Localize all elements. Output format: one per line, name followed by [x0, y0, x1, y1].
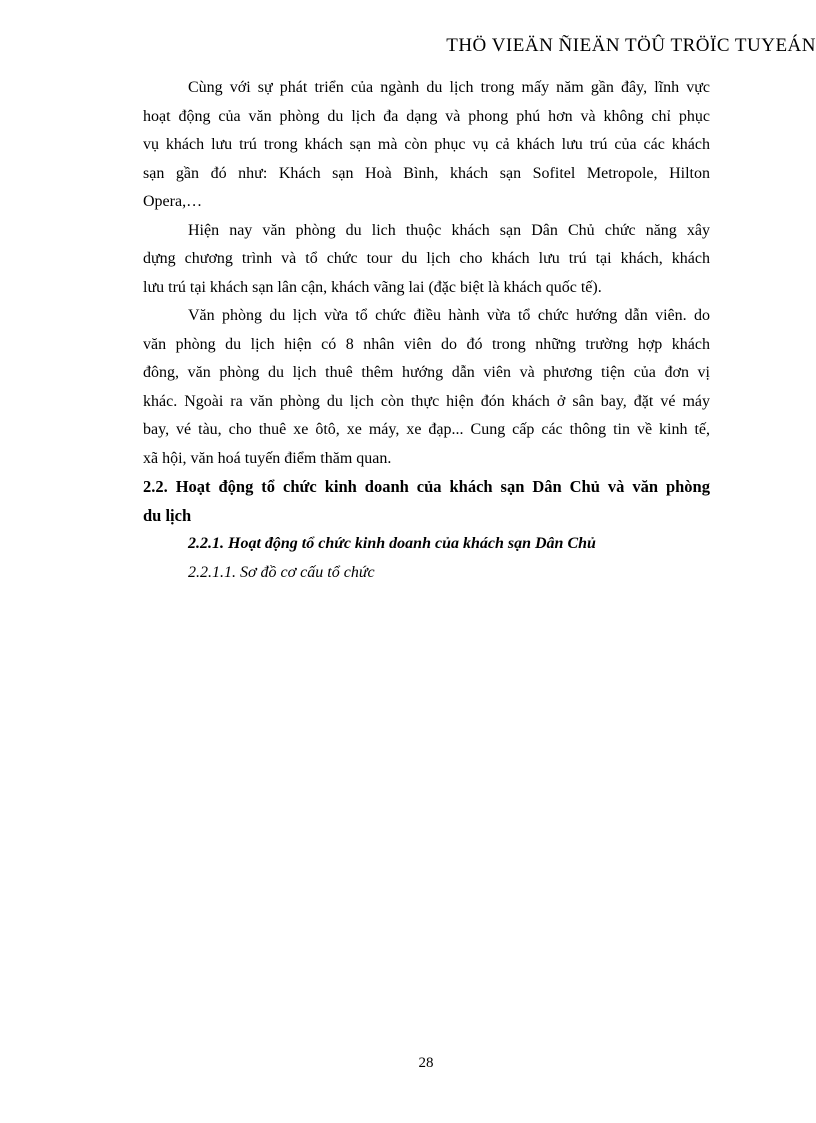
- text-line: dựng chương trình và tổ chức tour du lịch cho khách lưu trú tại khách, khách: [143, 250, 710, 267]
- header-watermark: THÖ VIEÄN ÑIEÄN TÖÛ TRÖÏC TUYEÁN: [446, 35, 816, 56]
- page-number: 28: [418, 1055, 434, 1071]
- text-line: Văn phòng du lịch vừa tổ chức điều hành vừa tổ chức hướng dẫn viên. do: [188, 307, 710, 324]
- text-line: hoạt động của văn phòng du lịch đa dạng và phong phú hơn và không chỉ phục: [143, 107, 710, 125]
- section-heading: [143, 473, 710, 530]
- text-line: sạn gần đó như: Khách sạn Hoà Bình, khách sạn Sofitel Metropole, Hilton: [143, 164, 710, 182]
- subsection-heading: 2.2.1. Hoạt động tổ chức kinh doanh của khách sạn Dân Chủ: [188, 535, 596, 552]
- paragraph-3: [143, 302, 710, 473]
- text-line: đông, văn phòng du lịch thuê thêm hướng dẫn viên và phương tiện của đơn vị: [143, 364, 710, 381]
- text-line: Hiện nay văn phòng du lich thuộc khách sạn Dân Chủ chức năng xây: [188, 221, 710, 239]
- text-line: Cùng với sự phát triển của ngành du lịch trong mấy năm gần đây, lĩnh vực: [188, 79, 710, 96]
- text-line: vụ khách lưu trú trong khách sạn mà còn phục vụ cả khách lưu trú của các khách: [143, 136, 710, 153]
- text-line: khác. Ngoài ra văn phòng du lịch còn thực hiện đón khách ở sân bay, đặt vé máy: [143, 392, 710, 410]
- text-line: xã hội, văn hoá tuyến điểm thăm quan.: [143, 449, 392, 467]
- section-heading-line: 2.2. Hoạt động tổ chức kinh doanh của khách sạn Dân Chủ và văn phòng: [143, 477, 710, 496]
- text-line: lưu trú tại khách sạn lân cận, khách vãng lai (đặc biệt là khách quốc tế).: [143, 278, 602, 296]
- document-body: [143, 74, 710, 587]
- text-line: văn phòng du lịch hiện có 8 nhân viên do đó trong những trường hợp khách: [143, 335, 710, 353]
- text-line: Opera,…: [143, 193, 203, 210]
- paragraph-1: [143, 74, 710, 217]
- subsubsection-heading: 2.2.1.1. Sơ đồ cơ cấu tổ chức: [188, 563, 375, 581]
- paragraph-2: [143, 217, 710, 303]
- text-line: bay, vé tàu, cho thuê xe ôtô, xe máy, xe đạp... Cung cấp các thông tin về kinh tế,: [143, 421, 710, 438]
- section-heading-line: du lịch: [143, 505, 192, 525]
